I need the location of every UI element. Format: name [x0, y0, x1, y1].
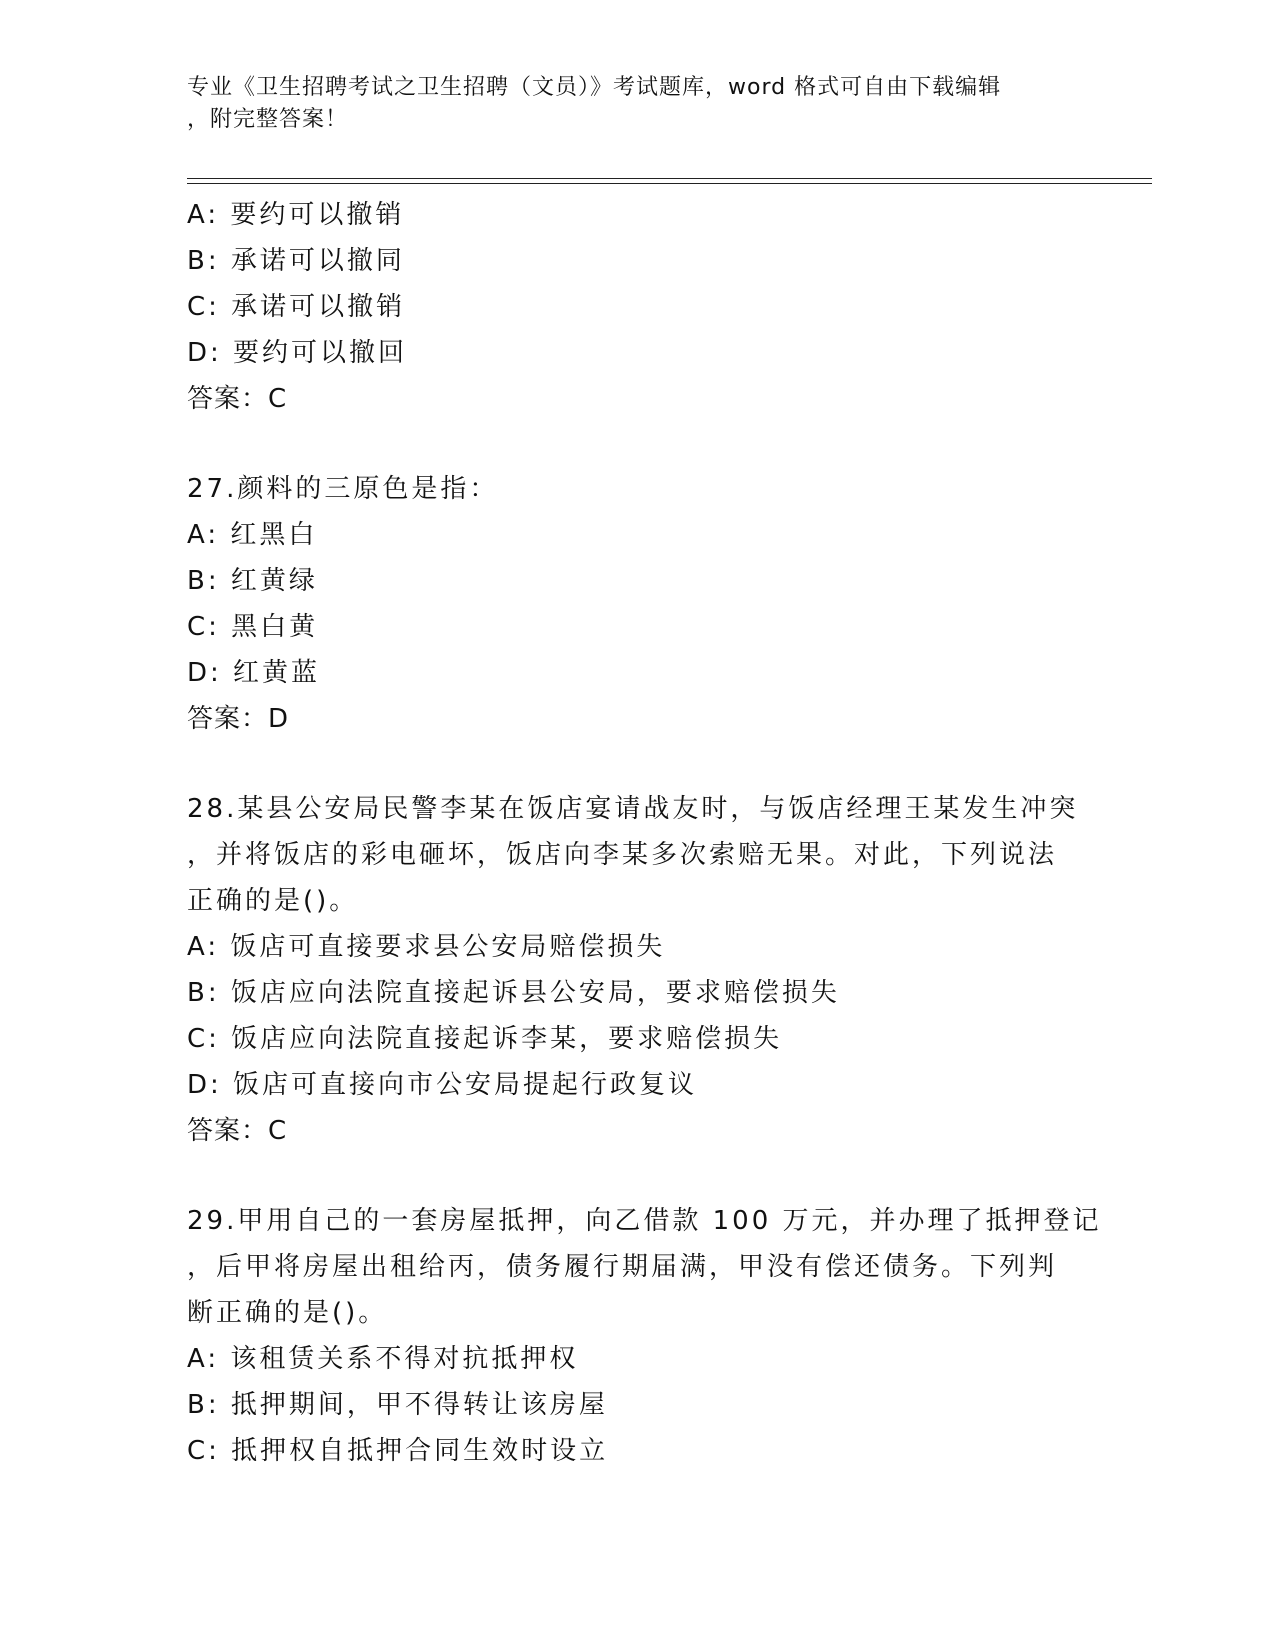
answer: 答案：D: [187, 704, 290, 734]
question-spacer: [187, 742, 1087, 786]
option-b: B: 饭店应向法院直接起诉县公安局，要求赔偿损失: [187, 978, 840, 1008]
option-d: D: 要约可以撤回: [187, 338, 408, 368]
question-stem: ，并将饭店的彩电砸坏，饭店向李某多次索赔无果。对此，下列说法: [187, 840, 1058, 870]
question-27: [187, 466, 1087, 742]
page-header: [187, 72, 1067, 136]
option-b: B: 承诺可以撤同: [187, 246, 405, 276]
option-b: B: 红黄绿: [187, 566, 318, 596]
option-d: D: 红黄蓝: [187, 658, 321, 688]
header-line-2: ，附完整答案！: [187, 107, 349, 132]
question-29: [187, 1198, 1102, 1474]
question-spacer: [187, 422, 1087, 466]
question-stem: 28.某县公安局民警李某在饭店宴请战友时，与饭店经理王某发生冲突: [187, 794, 1079, 824]
option-c: C: 饭店应向法院直接起诉李某，要求赔偿损失: [187, 1024, 783, 1054]
question-stem: 断正确的是()。: [187, 1298, 388, 1328]
option-d: D: 饭店可直接向市公安局提起行政复议: [187, 1070, 698, 1100]
question-list: [187, 192, 1102, 1474]
option-c: C: 承诺可以撤销: [187, 292, 406, 322]
question-stem: 29.甲用自己的一套房屋抵押，向乙借款 100 万元，并办理了抵押登记: [187, 1206, 1102, 1236]
question-26-tail: [187, 192, 1087, 422]
option-b: B: 抵押期间，甲不得转让该房屋: [187, 1390, 608, 1420]
option-a: A: 红黑白: [187, 520, 318, 550]
question-stem: ，后甲将房屋出租给丙，债务履行期届满，甲没有偿还债务。下列判: [187, 1252, 1058, 1282]
question-spacer: [187, 1154, 1087, 1198]
option-a: A: 要约可以撤销: [187, 200, 405, 230]
question-stem: 正确的是()。: [187, 886, 359, 916]
question-28: [187, 786, 1087, 1154]
answer: 答案：C: [187, 384, 288, 414]
option-a: A: 饭店可直接要求县公安局赔偿损失: [187, 932, 666, 962]
option-c: C: 黑白黄: [187, 612, 319, 642]
header-line-1: 专业《卫生招聘考试之卫生招聘（文员）》考试题库，word 格式可自由下载编辑: [187, 75, 1002, 100]
question-stem: 27.颜料的三原色是指：: [187, 474, 499, 504]
header-divider-bottom: [187, 183, 1152, 184]
answer: 答案：C: [187, 1116, 288, 1146]
option-a: A: 该租赁关系不得对抗抵押权: [187, 1344, 579, 1374]
option-c: C: 抵押权自抵押合同生效时设立: [187, 1436, 609, 1466]
header-divider-top: [187, 178, 1152, 179]
